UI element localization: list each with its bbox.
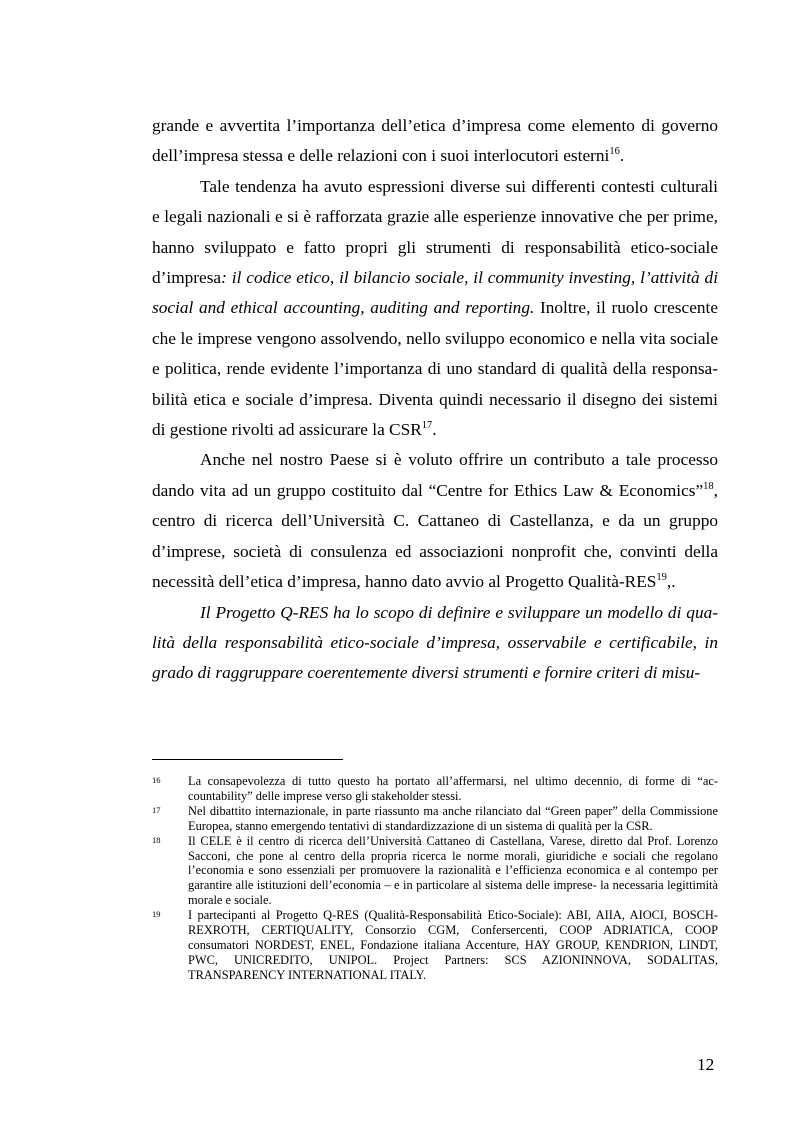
footnote-ref-18[interactable]: 18 [703,480,714,492]
footnote-text: Il CELE è il centro di ricerca dell’Università Cattaneo di Castellana, Varese, diretto dal Prof. Lorenzo Sacconi, che pone al centro della propria ricerca le norme morali, giuridiche e sociali che regolano l’economia e sono essenziali per promuovere la razionalità e l’efficienza economica e al contempo per garantire alle istituzioni dell’economia – e in particolare al sistema delle imprese- la necessaria legittimità morale e sociale. [188,833,718,908]
footnotes [152,774,718,983]
footnote-ref-16[interactable]: 16 [609,146,620,158]
footnote-16 [152,774,718,804]
footnote-number: 17 [152,804,161,815]
paragraph-2-end: . [432,420,437,440]
footnote-17 [152,804,718,834]
footnote-text: Nel dibattito internazionale, in parte riassunto ma anche rilanciato dal “Green paper” della Commissione Europea, stanno emergendo tentativi di standardizzazione di un sistema di qualità per la CSR. [188,803,718,833]
footnote-number: 18 [152,834,161,845]
footnote-ref-17[interactable]: 17 [421,420,433,432]
paragraph-3 [152,445,718,597]
paragraph-3-text-a: Anche nel nostro Paese si è voluto offrire un contributo a tale processo dando vita ad un gruppo costituito dal “Centre for Ethics Law & Economics” [152,450,718,500]
paragraph-1-text: grande e avvertita l’importanza dell’etica d’impresa come elemento di governo dell’impresa stessa e delle relazioni con i suoi interlocutori esterni [152,116,718,166]
paragraph-2 [152,172,718,446]
paragraph-4 [152,598,718,689]
footnote-18 [152,834,718,909]
footnote-text: I partecipanti al Progetto Q-RES (Qualità-Responsabilità Etico-Sociale): ABI, AIIA, AIOCI, BOSCH-REXROTH, CERTIQUALITY, Consorzio CGM, Confersercenti, COOP ADRIATICA, COOP consumatori NORDEST, ENEL, Fondazione italiana Accenture, HAY GROUP, KENDRION, LINDT, PWC, UNICREDITO, UNIPOL. Project Partners: SCS AZIONINNOVA, SODALITAS, TRANSPARENCY INTERNATIONAL ITALY. [188,908,718,982]
paragraph-4-text: Il Progetto Q-RES ha lo scopo di definire e sviluppare un modello di qualità della responsabilità etico-sociale d’impresa, osservabile e certificabile, in grado di raggruppare coerentemente diversi strumenti e fornire criteri di misu- [152,602,718,683]
body-text [152,111,718,689]
footnote-text: La consapevolezza di tutto questo ha portato all’affermarsi, nel ultimo decennio, di forme di “accountability” delle imprese verso gli stakeholder stessi. [188,774,718,803]
paragraph-1: grande e avvertita l’importanza dell’etica d’impresa come elemento di governo dell’impresa stessa e delle relazioni con i suoi interlocutori esterni$^{16}$. [152,116,718,166]
paragraph-3-end: ,. [666,572,676,592]
paragraph-2-italic: : il codice etico, il bilancio sociale, il community investing, l’attività di social and ethical accounting, auditing and reporting. [152,268,718,318]
page-number: 12 [697,1055,715,1074]
footnote-number: 19 [152,909,161,920]
footnote-19 [152,908,718,983]
footnote-ref-19[interactable]: 19 [656,572,667,584]
footnote-separator [152,759,343,760]
footnote-number: 16 [152,775,161,785]
paragraph-3-text-b: , centro di ricerca dell’Università C. Cattaneo di Castellanza, e da un gruppo d’imprese, società di consulenza ed associazioni nonprofit che, convinti della necessità dell’etica d’impresa, hanno dato avvio al Progetto Qualità-RES [152,480,718,592]
paragraph-2-text-after: Inoltre, il ruolo crescente che le imprese vengono assolvendo, nello sviluppo economico e nella vita sociale e politica, rende evidente l’importanza di uno standard di qualità della responsabilità etica e sociale d’impresa. Diventa quindi necessario il disegno dei sistemi di gestione rivolti ad assicurare la CSR [152,298,718,440]
paragraph-2-text-before: Tale tendenza ha avuto espressioni diverse sui differenti contesti culturali e legali nazionali e si è rafforzata grazie alle esperienze innovative che per prime, hanno sviluppato e fatto propri gli strumenti di responsabilità etico-sociale d’impresa [152,176,718,288]
